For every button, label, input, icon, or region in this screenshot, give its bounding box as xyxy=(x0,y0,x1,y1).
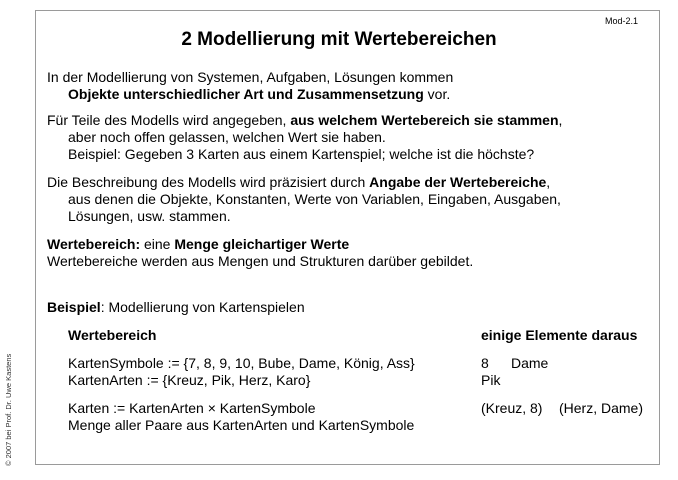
p2-line1-bold: aus welchem Wertebereich sie stammen xyxy=(290,112,559,128)
p3-line2: aus denen die Objekte, Konstanten, Werte von Variablen, Eingaben, Ausgaben, xyxy=(68,191,561,207)
p3-line1-post: , xyxy=(546,174,551,190)
table-header-elemente: einige Elemente daraus xyxy=(481,327,638,343)
p2-line1 xyxy=(47,112,562,129)
p1-line1: In der Modellierung von Systemen, Aufgaben, Lösungen kommen xyxy=(47,69,454,85)
p2-line2: aber noch offen gelassen, welchen Wert sie haben. xyxy=(68,129,386,145)
table-row3-example-2: (Herz, Dame) xyxy=(559,400,644,416)
p5-line xyxy=(47,299,305,316)
p1-line2-rest: vor. xyxy=(423,86,451,102)
p4-line1-bold2: Menge gleichartiger Werte xyxy=(174,236,350,252)
p4-line1 xyxy=(47,236,349,253)
p4-line1-mid: eine xyxy=(140,236,175,252)
table-row2-example: Pik xyxy=(481,372,501,388)
table-row1-definition: KartenSymbole := {7, 8, 9, 10, Bube, Dame, König, Ass} xyxy=(68,355,415,371)
p3-line3: Lösungen, usw. stammen. xyxy=(68,208,231,224)
table-header-wertebereich: Wertebereich xyxy=(68,327,157,343)
p5-bold: Beispiel xyxy=(47,299,101,315)
table-row1-example-2: Dame xyxy=(511,355,549,371)
table-row1-example-1: 8 xyxy=(481,355,489,371)
table-row2-definition: KartenArten := {Kreuz, Pik, Herz, Karo} xyxy=(68,372,311,388)
p3-line1 xyxy=(47,174,550,191)
p3-line1-bold: Angabe der Wertebereiche xyxy=(369,174,547,190)
table-row3-example-1: (Kreuz, 8) xyxy=(481,400,543,416)
p1-line2-bold: Objekte unterschiedlicher Art und Zusammensetzung xyxy=(68,86,424,102)
table-row4-definition: Menge aller Paare aus KartenArten und KartenSymbole xyxy=(68,417,415,433)
slide-title: 2 Modellierung mit Wertebereichen xyxy=(181,29,497,50)
side-copyright-notice: © 2007 bei Prof. Dr. Uwe Kastens xyxy=(4,353,13,466)
slide-number-badge: Mod-2.1 xyxy=(605,16,639,26)
p4-line1-bold1: Wertebereich: xyxy=(47,236,141,252)
p4-line2: Wertebereiche werden aus Mengen und Strukturen darüber gebildet. xyxy=(47,253,474,269)
p2-line1-post: , xyxy=(558,112,563,128)
p1-line2 xyxy=(68,86,450,103)
p5-rest: : Modellierung von Kartenspielen xyxy=(100,299,305,315)
table-row3-definition: Karten := KartenArten × KartenSymbole xyxy=(68,400,316,416)
p2-line1-pre: Für Teile des Modells wird angegeben, xyxy=(47,112,291,128)
p2-line3: Beispiel: Gegeben 3 Karten aus einem Kartenspiel; welche ist die höchste? xyxy=(68,146,535,162)
p3-line1-pre: Die Beschreibung des Modells wird präzisiert durch xyxy=(47,174,370,190)
